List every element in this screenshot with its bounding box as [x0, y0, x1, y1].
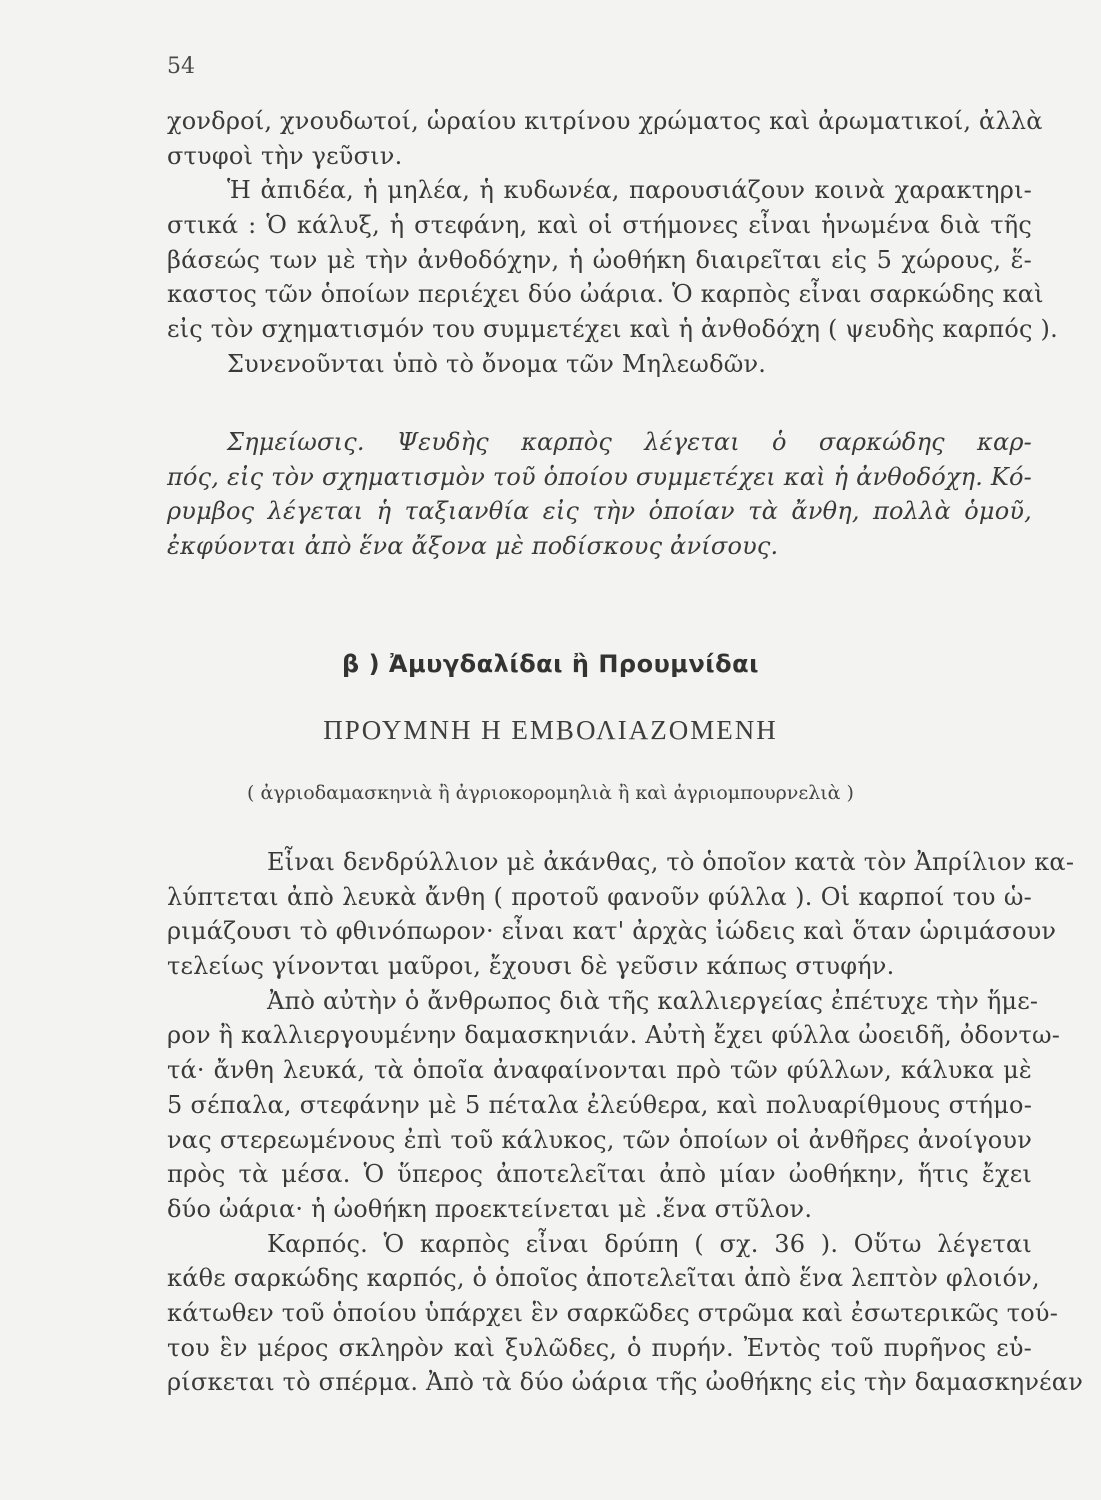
text-line: τά· ἄνθη λευκά, τὰ ὁποῖα ἀναφαίνονται πρὸ τῶν φύλλων, κάλυκα μὲ [167, 1056, 1032, 1085]
text-line: τελείως γίνονται μαῦροι, ἔχουσι δὲ γεῦσιν κάπως στυφήν. [167, 952, 895, 981]
text-line: στυφοὶ τὴν γεῦσιν. [167, 141, 403, 170]
text-line: του ἓν μέρος σκληρὸν καὶ ξυλῶδες, ὁ πυρήν. Ἐντὸς τοῦ πυρῆνος εὑ- [167, 1333, 1032, 1362]
text-line: καστος τῶν ὁποίων περιέχει δύο ὠάρια. Ὁ καρπὸς εἶναι σαρκώδης καὶ [167, 280, 1044, 309]
text-line: δύο ὠάρια· ἡ ὠοθήκη προεκτείνεται μὲ .ἕνα στῦλον. [167, 1194, 813, 1223]
note-line: ἐκφύονται ἀπὸ ἕνα ἄξονα μὲ ποδίσκους ἀνίσους. [167, 532, 779, 561]
text-line: Συνενοῦνται ὑπὸ τὸ ὄνομα τῶν Μηλεωδῶν. [227, 349, 767, 378]
text-line: βάσεώς των μὲ τὴν ἀνθοδόχην, ἡ ὠοθήκη διαιρεῖται εἰς 5 χώρους, ἕ- [167, 245, 1032, 274]
text-line: κάθε σαρκώδης καρπός, ὁ ὁποῖος ἀποτελεῖται ἀπὸ ἕνα λεπτὸν φλοιόν, [167, 1264, 1040, 1293]
common-names-line: ( ἀγριοδαμασκηνιὰ ἢ ἀγριοκορομηλιὰ ἢ καὶ ἀγριομπουρνελιὰ ) [247, 782, 854, 804]
text-line: Ἡ ἀπιδέα, ἡ μηλέα, ἡ κυδωνέα, παρουσιάζουν κοινὰ χαρακτηρι- [227, 176, 1032, 205]
species-title: ΠΡΟΥΜΝΗ Η ΕΜΒΟΛΙΑΖΟΜΕΝΗ [323, 715, 778, 745]
text-line: λύπτεται ἀπὸ λευκὰ ἄνθη ( προτοῦ φανοῦν φύλλα ). Οἱ καρποί του ὡ- [167, 882, 1032, 911]
note-line: Σημείωσις. Ψευδὴς καρπὸς λέγεται ὁ σαρκώδης καρ- [227, 428, 1032, 456]
section-heading: β ) Ἀμυγδαλίδαι ἢ Προυμνίδαι [342, 650, 759, 678]
note-line: ρυμβος λέγεται ἡ ταξιανθία εἰς τὴν ὁποίαν τὰ ἄνθη, πολλὰ ὁμοῦ, [167, 497, 1032, 526]
note-line: πός, εἰς τὸν σχηματισμὸν τοῦ ὁποίου συμμετέχει καὶ ἡ ἀνθοδόχη. Κό- [167, 462, 1032, 491]
text-line: νας στερεωμένους ἐπὶ τοῦ κάλυκος, τῶν ὁποίων οἱ ἀνθῆρες ἀνοίγουν [167, 1125, 1032, 1154]
text-line: πρὸς τὰ μέσα. Ὁ ὕπερος ἀποτελεῖται ἀπὸ μίαν ὠοθήκην, ἥτις ἔχει [167, 1160, 1032, 1189]
text-line: στικά : Ὁ κάλυξ, ἡ στεφάνη, καὶ οἱ στήμονες εἶναι ἡνωμένα διὰ τῆς [167, 211, 1032, 240]
text-line: 5 σέπαλα, στεφάνην μὲ 5 πέταλα ἐλεύθερα, καὶ πολυαρίθμους στήμο- [167, 1090, 1032, 1119]
page-number: 54 [167, 54, 195, 79]
text-line: ριμάζουσι τὸ φθινόπωρον· εἶναι κατ' ἀρχὰς ἰώδεις καὶ ὅταν ὡριμάσουν [167, 917, 1057, 946]
text-line: Εἶναι δενδρύλλιον μὲ ἀκάνθας, τὸ ὁποῖον κατὰ τὸν Ἀπρίλιον κα- [267, 848, 1075, 876]
paragraph-block-description [167, 845, 1083, 1400]
text-line: κάτωθεν τοῦ ὁποίου ὑπάρχει ἓν σαρκῶδες στρῶμα καὶ ἐσωτερικῶς τού- [167, 1298, 1059, 1327]
note-block [167, 425, 1032, 564]
text-line: Καρπός. Ὁ καρπὸς εἶναι δρύπη ( σχ. 36 ). Οὕτω λέγεται [267, 1229, 1032, 1258]
text-line: Ἀπὸ αὐτὴν ὁ ἄνθρωπος διὰ τῆς καλλιεργείας ἐπέτυχε τὴν ἥμε- [267, 986, 1039, 1015]
text-line: ρον ἢ καλλιεργουμένην δαμασκηνιάν. Αὐτὴ ἔχει φύλλα ὠοειδῆ, ὀδοντω- [167, 1021, 1061, 1050]
text-line: χονδροί, χνουδωτοί, ὡραίου κιτρίνου χρώματος καὶ ἀρωματικοί, ἀλλὰ [167, 107, 1043, 135]
text-line: εἰς τὸν σχηματισμόν του συμμετέχει καὶ ἡ ἀνθοδόχη ( ψευδὴς καρπός ). [167, 315, 1058, 344]
text-line: ρίσκεται τὸ σπέρμα. Ἀπὸ τὰ δύο ὠάρια τῆς ὠοθήκης εἰς τὴν δαμασκηνέαν [167, 1368, 1083, 1397]
paragraph-block-intro [167, 104, 1058, 382]
